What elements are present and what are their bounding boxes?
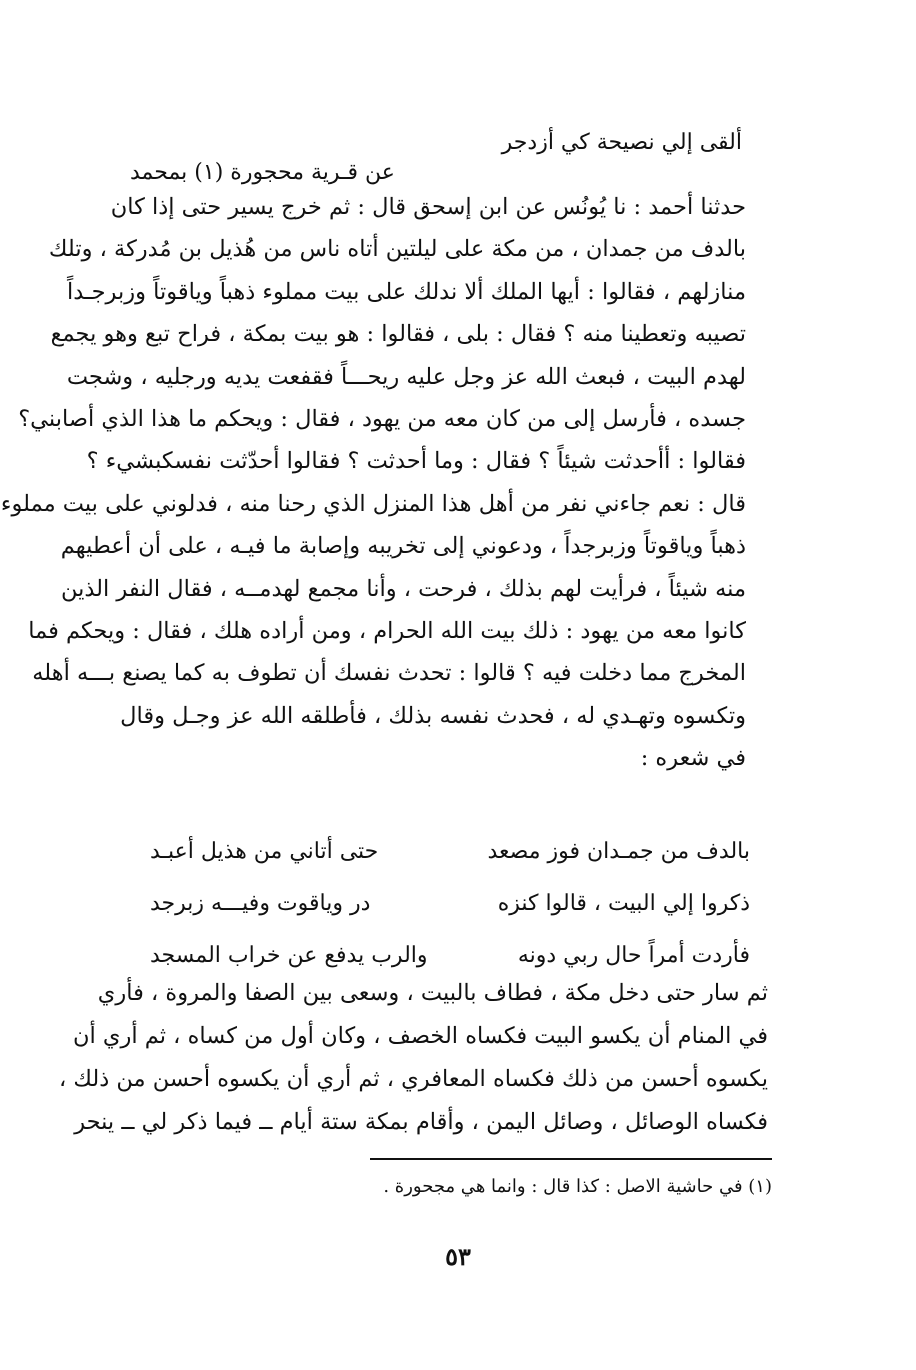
text-line: ذهباً وياقوتاً وزبرجداً ، ودعوني إلى تخريبه وإصابة ما فيـه ، على أن أعطيهم (60, 533, 746, 560)
text-line: ثم سار حتى دخل مكة ، فطاف بالبيت ، وسعى بين الصفا والمروة ، فأري (97, 980, 768, 1006)
text-line: يكسوه أحسن من ذلك فكساه المعافري ، ثم أري أن يكسوه أحسن من ذلك ، (59, 1066, 768, 1092)
text-line: فقالوا : أأحدثت شيئاً ؟ فقال : وما أحدثت ؟ فقالوا أحدّثت نفسكبشيء ؟ (86, 448, 746, 475)
text-line: في المنام أن يكسو البيت فكساه الخصف ، وكان أول من كساه ، ثم أري أن (72, 1023, 768, 1049)
text-line: المخرج مما دخلت فيه ؟ قالوا : تحدث نفسك أن تطوف به كما يصنع بـــه أهله (32, 660, 746, 687)
text-line: منه شيئاً ، فرأيت لهم بذلك ، فرحت ، وأنا مجمع لهدمــه ، فقال النفر الذين (60, 575, 746, 602)
text-line: جسده ، فأرسل إلى من كان معه من يهود ، فقال : ويحكم ما هذا الذي أصابني؟ (18, 406, 746, 433)
text-line: فكساه الوصائل ، وصائل اليمن ، وأقام بمكة ستة أيام ــ فيما ذكر لي ــ ينحر (74, 1109, 768, 1135)
text-line: وتكسوه وتهـدي له ، فحدث نفسه بذلك ، فأطلقه الله عز وجـل وقال (120, 702, 746, 729)
poem (150, 826, 750, 982)
continuation-paragraph (59, 972, 768, 1144)
text-line: بالدف من جمدان ، من مكة على ليلتين أتاه ناس من هُذيل بن مُدركة ، وتلك (48, 236, 746, 263)
text-line: منازلهم ، فقالوا : أيها الملك ألا ندلك على بيت مملوء ذهباً وياقوتاً وزبرجـداً (66, 278, 746, 305)
footnote-divider (370, 1158, 772, 1160)
text-line: حدثنا أحمد : نا يُونُس عن ابن إسحق قال : ثم خرج يسير حتى إذا كان (110, 194, 746, 220)
opening-verse (130, 130, 742, 190)
text-line: لهدم البيت ، فبعث الله عز وجل عليه ريحـــاً فقفعت يديه ورجليه ، وشجت (66, 363, 746, 390)
hemistich-left: در وياقوت وفيـــه زبرجد (150, 891, 371, 916)
hemistich-right: بالدف من جمـدان فوز مصعد (487, 839, 750, 864)
verse-hemistich-left: عن قـرية محجورة (١) بمحمد (130, 160, 395, 185)
hemistich-right: ذكروا إلي البيت ، قالوا كنزه (497, 891, 750, 916)
text-line: كانوا معه من يهود : ذلك بيت الله الحرام ، ومن أراده هلك ، فقال : ويحكم فما (28, 618, 746, 645)
hemistich-left: حتى أتاني من هذيل أعبـد (150, 839, 379, 864)
page-number: ٥٣ (445, 1242, 471, 1271)
text-line: قال : نعم جاءني نفر من أهل هذا المنزل الذي رحنا منه ، فدلوني على بيت مملوء (0, 490, 746, 517)
poem-couplet (150, 826, 750, 878)
main-paragraph (0, 186, 746, 780)
text-line: في شعره : (640, 745, 746, 772)
verse-hemistich-right: ألقى إلي نصيحة كي أزدجر (501, 130, 742, 155)
poem-couplet (150, 878, 750, 930)
text-line: تصيبه وتعطينا منه ؟ فقال : بلى ، فقالوا : هو بيت بمكة ، فراح تبع وهو يجمع (50, 321, 746, 348)
hemistich-left: والرب يدفع عن خراب المسجد (150, 943, 428, 968)
footnote: (١) في حاشية الاصل : كذا قال : وانما هي مجحورة . (383, 1176, 772, 1197)
hemistich-right: فأردت أمراً حال ربي دونه (517, 943, 750, 968)
